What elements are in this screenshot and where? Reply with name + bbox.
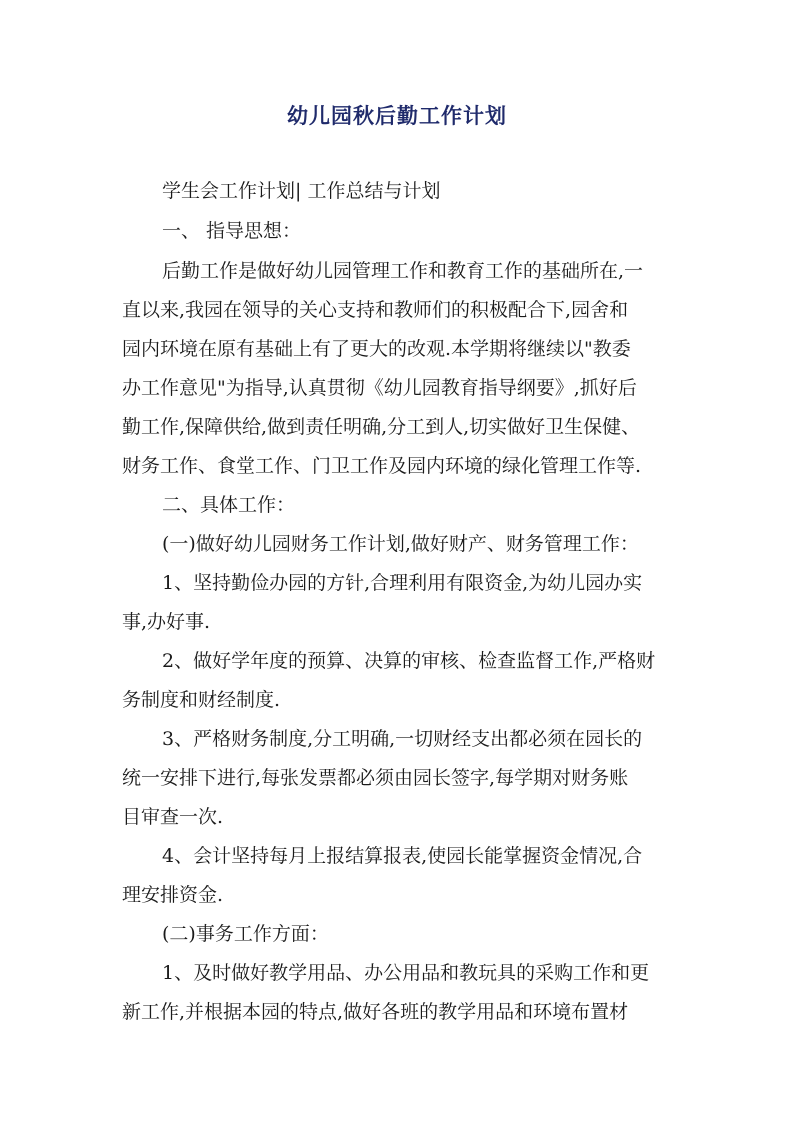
paragraph-line: 事,办好事. [122, 611, 211, 633]
paragraph-line: 理安排资金. [122, 884, 224, 906]
paragraph-line: 4、会计坚持每月上报结算报表,使园长能掌握资金情况,合 [162, 845, 643, 867]
paragraph-line: 直以来,我园在领导的关心支持和教师们的积极配合下,园舍和 [122, 299, 629, 321]
paragraph-line: 务制度和财经制度. [122, 689, 281, 711]
paragraph-line: 1、及时做好教学用品、办公用品和教玩具的采购工作和更 [162, 962, 650, 984]
subsection-heading: (二)事务工作方面： [162, 923, 329, 945]
section-heading: 二、具体工作： [162, 494, 296, 516]
section-heading: 一、 指导思想： [162, 220, 302, 242]
paragraph-line: 目审查一次. [122, 806, 224, 828]
paragraph-line: 后勤工作是做好幼儿园管理工作和教育工作的基础所在,一 [162, 260, 644, 282]
paragraph-line: 财务工作、食堂工作、门卫工作及园内环境的绿化管理工作等. [122, 455, 642, 477]
paragraph-line: 2、做好学年度的预算、决算的审核、检查监督工作,严格财 [162, 650, 656, 672]
paragraph-line: 统一安排下进行,每张发票都必须由园长签字,每学期对财务账 [122, 767, 629, 789]
paragraph-line: 勤工作,保障供给,做到责任明确,分工到人,切实做好卫生保健、 [122, 416, 641, 438]
paragraph-line: 园内环境在原有基础上有了更大的改观.本学期将继续以"教委 [122, 338, 631, 360]
subsection-heading: (一)做好幼儿园财务工作计划,做好财产、财务管理工作： [162, 533, 639, 555]
paragraph-line: 1、坚持勤俭办园的方针,合理利用有限资金,为幼儿园办实 [162, 572, 643, 594]
document-title: 幼儿园秋后勤工作计划 [287, 103, 507, 128]
paragraph-line: 学生会工作计划| 工作总结与计划 [162, 180, 441, 202]
paragraph-line: 办工作意见"为指导,认真贯彻《幼儿园教育指导纲要》,抓好后 [122, 377, 637, 399]
paragraph-line: 3、严格财务制度,分工明确,一切财经支出都必须在园长的 [162, 728, 643, 750]
paragraph-line: 新工作,并根据本园的特点,做好各班的教学用品和环境布置材 [122, 1001, 629, 1023]
